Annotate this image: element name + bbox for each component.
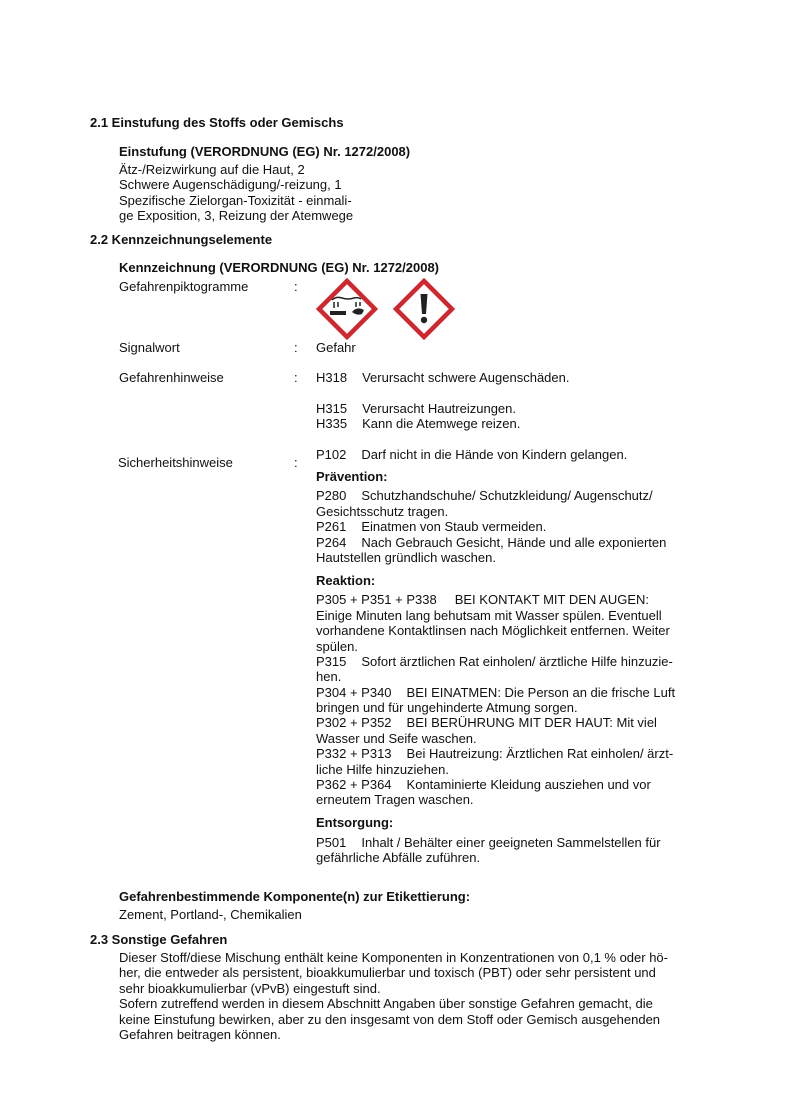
text: BEI KONTAKT MIT DEN AUGEN: [454, 592, 650, 607]
classification-item: ge Exposition, 3, Reizung der Atemwege [119, 208, 354, 223]
paragraph-line: her, die entweder als persistent, bioakkumulierbar und toxisch (PBT) oder sehr persistent und [119, 965, 656, 980]
code: H315 [316, 401, 348, 416]
components-heading: Gefahrenbestimmende Komponente(n) zur Etikettierung: [119, 889, 471, 904]
signal-word-value: Gefahr [316, 340, 356, 355]
code: H335 [316, 416, 348, 431]
exclamation-mark-pictogram-icon [393, 278, 455, 340]
code: P302 + P352 [316, 715, 392, 730]
precaution-line: bringen und für ungehinderte Atmung sorgen. [316, 700, 578, 715]
precaution-line [316, 715, 657, 731]
precaution-statement [316, 447, 627, 463]
subheading: Kennzeichnung (VERORDNUNG (EG) Nr. 1272/2008) [119, 260, 440, 275]
classification-item: Ätz-/Reizwirkung auf die Haut, 2 [119, 162, 305, 177]
text: BEI BERÜHRUNG MIT DER HAUT: Mit viel [406, 715, 657, 730]
corrosion-pictogram-icon [316, 278, 378, 340]
colon: : [294, 279, 298, 294]
text: Kontaminierte Kleidung ausziehen und vor [406, 777, 651, 792]
text: Schutzhandschuhe/ Schutzkleidung/ Augenschutz/ [361, 488, 653, 503]
precautions-label: Sicherheitshinweise [118, 455, 233, 470]
subheading: Einstufung (VERORDNUNG (EG) Nr. 1272/2008) [119, 144, 411, 159]
text: Sofort ärztlichen Rat einholen/ ärztliche Hilfe hinzuzie- [361, 654, 673, 669]
precaution-line: vorhandene Kontaktlinsen nach Möglichkeit entfernen. Weiter [316, 623, 670, 638]
precaution-line: gefährliche Abfälle zuführen. [316, 850, 481, 865]
precaution-line: Wasser und Seife waschen. [316, 731, 477, 746]
code: P362 + P364 [316, 777, 392, 792]
text: BEI EINATMEN: Die Person an die frische Luft [406, 685, 676, 700]
code: P304 + P340 [316, 685, 392, 700]
text: Verursacht schwere Augenschäden. [362, 370, 570, 385]
precaution-line [316, 777, 651, 793]
disposal-heading: Entsorgung: [316, 815, 394, 830]
code: P315 [316, 654, 347, 669]
colon: : [294, 455, 298, 470]
colon: : [294, 370, 298, 385]
code: P102 [316, 447, 347, 462]
components-value: Zement, Portland-, Chemikalien [119, 907, 302, 922]
code: P280 [316, 488, 347, 503]
precaution-line: Hautstellen gründlich waschen. [316, 550, 496, 565]
paragraph-line: sehr bioakkumulierbar (vPvB) eingestuft sind. [119, 981, 381, 996]
paragraph-line: keine Einstufung bewirken, aber zu den insgesamt von dem Stoff oder Gemisch ausgehenden [119, 1012, 661, 1027]
precaution-line: spülen. [316, 639, 358, 654]
precaution-line: erneutem Tragen waschen. [316, 792, 474, 807]
signal-word-label: Signalwort [119, 340, 180, 355]
text: Bei Hautreizung: Ärztlichen Rat einholen/ ärzt- [406, 746, 674, 761]
code: P305 + P351 + P338 [316, 592, 437, 607]
precaution-line: liche Hilfe hinzuziehen. [316, 762, 449, 777]
prevention-heading: Prävention: [316, 469, 388, 484]
precaution-line [316, 685, 675, 701]
text: Verursacht Hautreizungen. [362, 401, 517, 416]
section-heading: 2.3 Sonstige Gefahren [90, 932, 228, 947]
precaution-line [316, 835, 661, 851]
code: P261 [316, 519, 347, 534]
code: P332 + P313 [316, 746, 392, 761]
classification-item: Spezifische Zielorgan-Toxizität - einmali- [119, 193, 352, 208]
pictograms-label: Gefahrenpiktogramme [119, 279, 249, 294]
precaution-line: Einige Minuten lang behutsam mit Wasser spülen. Eventuell [316, 608, 662, 623]
precaution-line [316, 592, 649, 608]
classification-item: Schwere Augenschädigung/-reizung, 1 [119, 177, 342, 192]
precaution-line: hen. [316, 669, 342, 684]
colon: : [294, 340, 298, 355]
precaution-line [316, 535, 666, 551]
precaution-line [316, 654, 673, 670]
text: Darf nicht in die Hände von Kindern gelangen. [361, 447, 628, 462]
precaution-line [316, 519, 546, 535]
text: Nach Gebrauch Gesicht, Hände und alle exponierten [361, 535, 667, 550]
precaution-line [316, 746, 673, 762]
reaction-heading: Reaktion: [316, 573, 376, 588]
hazard-statements-label: Gefahrenhinweise [119, 370, 224, 385]
section-heading: 2.2 Kennzeichnungselemente [90, 232, 273, 247]
precaution-line: Gesichtsschutz tragen. [316, 504, 449, 519]
text: Kann die Atemwege reizen. [362, 416, 521, 431]
code: P264 [316, 535, 347, 550]
text: Inhalt / Behälter einer geeigneten Sammelstellen für [361, 835, 661, 850]
precaution-line [316, 488, 653, 504]
paragraph-line: Gefahren beitragen können. [119, 1027, 281, 1042]
code: P501 [316, 835, 347, 850]
paragraph-line: Dieser Stoff/diese Mischung enthält keine Komponenten in Konzentrationen von 0,1 % oder hö- [119, 950, 668, 965]
hazard-statement [316, 401, 516, 417]
text: Einatmen von Staub vermeiden. [361, 519, 547, 534]
section-heading: 2.1 Einstufung des Stoffs oder Gemischs [90, 115, 344, 130]
paragraph-line: Sofern zutreffend werden in diesem Abschnitt Angaben über sonstige Gefahren gemacht, die [119, 996, 653, 1011]
code: H318 [316, 370, 348, 385]
hazard-statement [316, 416, 520, 432]
hazard-statement [316, 370, 570, 386]
